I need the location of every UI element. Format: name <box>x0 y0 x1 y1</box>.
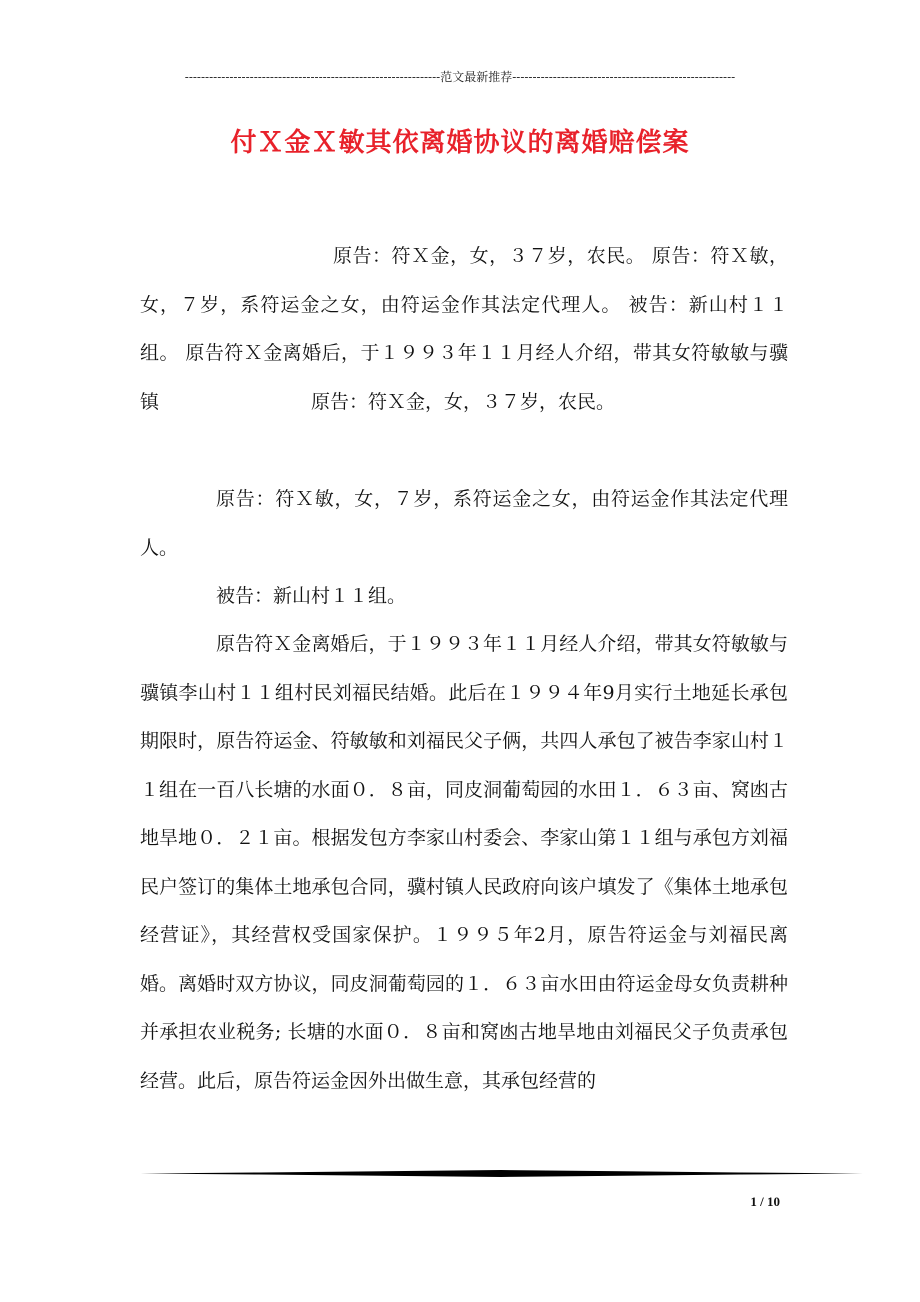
paragraph: 原告：符Ｘ金，女，３７岁，农民。 原告：符Ｘ敏，女，７岁，系符运金之女，由符运金作其法定代理人。 被告：新山村１１组。 原告符Ｘ金离婚后，于１９９３年１１月经人介绍，带其女符敏敏与骥镇 原告：符Ｘ金，女，３７岁，农民。 <box>140 245 788 413</box>
paragraph: 原告符Ｘ金离婚后，于１９９３年１１月经人介绍，带其女符敏敏与骥镇李山村１１组村民刘福民结婚。此后在１９９４年9月实行土地延长承包期限时，原告符运金、符敏敏和刘福民父子俩，共四人承包了被告李家山村１１组在一百八长塘的水面０．８亩，同皮洞葡萄园的水田１．６３亩、窝凼古地旱地０．２１亩。根据发包方李家山村委会、李家山第１１组与承包方刘福民户签订的集体土地承包合同，骥村镇人民政府向该户填发了《集体土地承包经营证》，其经营权受国家保护。１９９５年2月，原告符运金与刘福民离婚。离婚时双方协议，同皮洞葡萄园的１．６３亩水田由符运金母女负责耕种并承担农业税务; 长塘的水面０．８亩和窝凼古地旱地由刘福民父子负责承包经营。此后，原告符运金因外出做生意，其承包经营的 <box>140 633 788 1092</box>
page-number: 1 / 10 <box>750 1194 780 1209</box>
paragraph: 被告：新山村１１组。 <box>216 585 407 607</box>
paragraph-2-block <box>140 475 788 572</box>
paragraph-1-block <box>140 232 788 426</box>
watermark: www.zixin.com.cn <box>390 585 800 636</box>
paragraph: 原告：符Ｘ敏，女，７岁，系符运金之女，由符运金作其法定代理人。 <box>140 488 788 559</box>
paragraph-4-block <box>140 620 788 1105</box>
document-title: 付Ｘ金Ｘ敏其依离婚协议的离婚赔偿案 <box>230 128 690 158</box>
paragraph-3-block <box>140 572 788 621</box>
footer-rule <box>140 1170 863 1177</box>
page-header: ---------------------------------------------------------------范文最新推荐------------------------------------------------------- <box>184 70 736 84</box>
